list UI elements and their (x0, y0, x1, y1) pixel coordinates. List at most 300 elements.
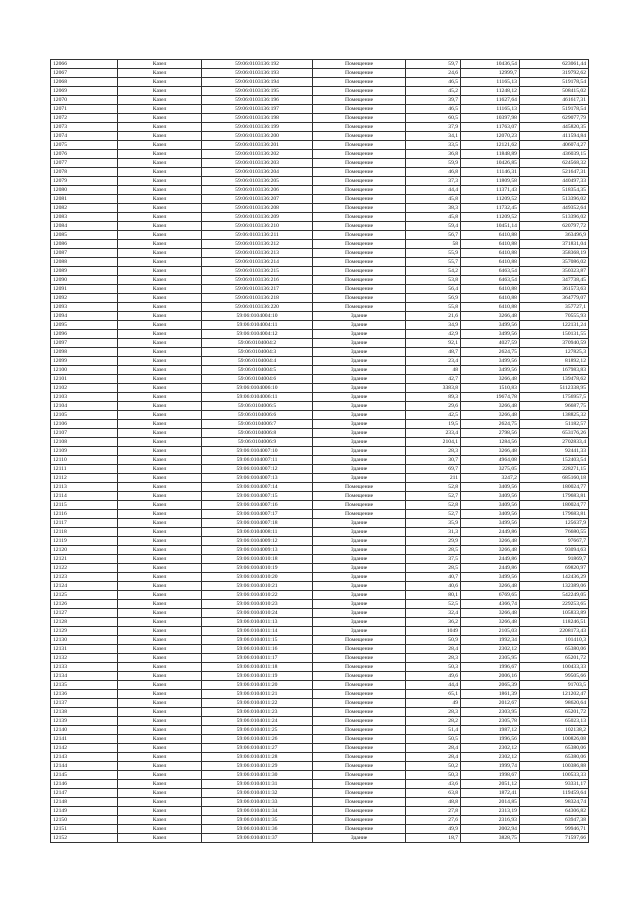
row-number-cell: 12125 (51, 591, 118, 600)
table-row (51, 672, 589, 681)
settlement-cell: Казел (117, 699, 201, 708)
settlement-cell: Казел (117, 195, 201, 204)
cadastral-number-cell: 59:06:0104008:11 (202, 528, 313, 537)
cadastral-number-cell: 59:06:0103136:204 (202, 168, 313, 177)
cadastral-value-cell: 620797,72 (519, 222, 588, 231)
unit-value-cell: 3266,48 (461, 402, 520, 411)
object-type-cell: Здание (312, 474, 405, 483)
property-table (50, 59, 589, 843)
cadastral-number-cell: 59:06:0104004:3 (202, 348, 313, 357)
row-number-cell: 12080 (51, 186, 118, 195)
object-type-cell: Помещение (312, 258, 405, 267)
unit-value-cell: 2305,95 (461, 654, 520, 663)
object-type-cell: Здание (312, 411, 405, 420)
table-row (51, 834, 589, 843)
cadastral-value-cell: 65201,72 (519, 708, 588, 717)
unit-value-cell: 1996,56 (461, 735, 520, 744)
table-row (51, 204, 589, 213)
area-cell: 45,2 (406, 87, 461, 96)
table-row (51, 60, 589, 69)
unit-value-cell: 4964,08 (461, 456, 520, 465)
area-cell: 28,3 (406, 654, 461, 663)
table-row (51, 771, 589, 780)
cadastral-value-cell: 98620,64 (519, 699, 588, 708)
settlement-cell: Казел (117, 438, 201, 447)
unit-value-cell: 3266,48 (461, 609, 520, 618)
row-number-cell: 12084 (51, 222, 118, 231)
settlement-cell: Казел (117, 735, 201, 744)
unit-value-cell: 6410,88 (461, 240, 520, 249)
cadastral-value-cell: 180024,77 (519, 501, 588, 510)
row-number-cell: 12097 (51, 339, 118, 348)
object-type-cell: Помещение (312, 87, 405, 96)
row-number-cell: 12127 (51, 609, 118, 618)
area-cell: 50,9 (406, 636, 461, 645)
unit-value-cell: 11848,89 (461, 150, 520, 159)
object-type-cell: Здание (312, 438, 405, 447)
table-row (51, 564, 589, 573)
unit-value-cell: 1999,74 (461, 762, 520, 771)
object-type-cell: Помещение (312, 78, 405, 87)
row-number-cell: 12123 (51, 573, 118, 582)
table-row (51, 303, 589, 312)
settlement-cell: Казел (117, 114, 201, 123)
unit-value-cell: 3266,48 (461, 537, 520, 546)
cadastral-value-cell: 361573,63 (519, 285, 588, 294)
cadastral-number-cell: 59:06:0104011:37 (202, 834, 313, 843)
cadastral-value-cell: 93094,63 (519, 546, 588, 555)
settlement-cell: Казел (117, 141, 201, 150)
cadastral-number-cell: 59:06:0104004:11 (202, 321, 313, 330)
object-type-cell: Помещение (312, 501, 405, 510)
area-cell: 233,4 (406, 429, 461, 438)
cadastral-value-cell: 358368,19 (519, 249, 588, 258)
cadastral-value-cell: 65201,72 (519, 654, 588, 663)
cadastral-number-cell: 59:06:0104007:10 (202, 447, 313, 456)
area-cell: 46,5 (406, 78, 461, 87)
area-cell: 55,9 (406, 249, 461, 258)
table-row (51, 105, 589, 114)
row-number-cell: 12107 (51, 429, 118, 438)
cadastral-number-cell: 59:06:0104004:6 (202, 375, 313, 384)
table-row (51, 465, 589, 474)
cadastral-number-cell: 59:06:0104011:30 (202, 771, 313, 780)
cadastral-number-cell: 59:06:0104007:12 (202, 465, 313, 474)
object-type-cell: Здание (312, 555, 405, 564)
table-row (51, 483, 589, 492)
area-cell: 2104,1 (406, 438, 461, 447)
cadastral-number-cell: 59:06:0103136:201 (202, 141, 313, 150)
object-type-cell: Здание (312, 456, 405, 465)
unit-value-cell: 3266,48 (461, 546, 520, 555)
table-row (51, 141, 589, 150)
cadastral-number-cell: 59:06:0104010:18 (202, 555, 313, 564)
settlement-cell: Казел (117, 366, 201, 375)
cadastral-number-cell: 59:06:0104011:28 (202, 753, 313, 762)
area-cell: 48,7 (406, 348, 461, 357)
object-type-cell: Здание (312, 465, 405, 474)
object-type-cell: Здание (312, 546, 405, 555)
settlement-cell: Казел (117, 294, 201, 303)
cadastral-value-cell: 132389,06 (519, 582, 588, 591)
cadastral-value-cell: 102138,2 (519, 726, 588, 735)
area-cell: 28,4 (406, 744, 461, 753)
object-type-cell: Здание (312, 600, 405, 609)
cadastral-value-cell: 179683,81 (519, 510, 588, 519)
settlement-cell: Казел (117, 537, 201, 546)
area-cell: 52,8 (406, 483, 461, 492)
table-row (51, 537, 589, 546)
unit-value-cell: 2624,75 (461, 420, 520, 429)
row-number-cell: 12092 (51, 294, 118, 303)
area-cell: 54,2 (406, 267, 461, 276)
object-type-cell: Помещение (312, 771, 405, 780)
cadastral-number-cell: 59:06:0103136:211 (202, 231, 313, 240)
cadastral-value-cell: 91703,5 (519, 681, 588, 690)
object-type-cell: Помещение (312, 105, 405, 114)
settlement-cell: Казел (117, 159, 201, 168)
row-number-cell: 12082 (51, 204, 118, 213)
area-cell: 46,8 (406, 168, 461, 177)
unit-value-cell: 3409,56 (461, 510, 520, 519)
cadastral-value-cell: 436039,15 (519, 150, 588, 159)
cadastral-number-cell: 59:06:0103136:206 (202, 186, 313, 195)
cadastral-value-cell: 98324,74 (519, 798, 588, 807)
unit-value-cell: 11763,07 (461, 123, 520, 132)
cadastral-value-cell: 411594,84 (519, 132, 588, 141)
unit-value-cell: 6410,88 (461, 303, 520, 312)
table-row (51, 150, 589, 159)
row-number-cell: 12118 (51, 528, 118, 537)
unit-value-cell: 10397,98 (461, 114, 520, 123)
unit-value-cell: 12070,23 (461, 132, 520, 141)
cadastral-number-cell: 59:06:0104007:11 (202, 456, 313, 465)
object-type-cell: Здание (312, 357, 405, 366)
cadastral-number-cell: 59:06:0104011:23 (202, 708, 313, 717)
settlement-cell: Казел (117, 132, 201, 141)
unit-value-cell: 19674,78 (461, 393, 520, 402)
unit-value-cell: 3247,2 (461, 474, 520, 483)
cadastral-value-cell: 122131,24 (519, 321, 588, 330)
row-number-cell: 12098 (51, 348, 118, 357)
unit-value-cell: 2449,86 (461, 564, 520, 573)
cadastral-value-cell: 513396,02 (519, 195, 588, 204)
cadastral-value-cell: 65380,06 (519, 753, 588, 762)
unit-value-cell: 3266,48 (461, 375, 520, 384)
unit-value-cell: 12121,62 (461, 141, 520, 150)
object-type-cell: Здание (312, 384, 405, 393)
settlement-cell: Казел (117, 753, 201, 762)
cadastral-number-cell: 59:06:0104010:19 (202, 564, 313, 573)
unit-value-cell: 2302,12 (461, 645, 520, 654)
object-type-cell: Здание (312, 609, 405, 618)
row-number-cell: 12086 (51, 240, 118, 249)
cadastral-value-cell: 65023,13 (519, 717, 588, 726)
cadastral-value-cell: 92441,33 (519, 447, 588, 456)
cadastral-number-cell: 59:06:0104010:20 (202, 573, 313, 582)
object-type-cell: Здание (312, 375, 405, 384)
row-number-cell: 12139 (51, 717, 118, 726)
unit-value-cell: 3499,56 (461, 357, 520, 366)
area-cell: 51,4 (406, 726, 461, 735)
unit-value-cell: 6463,54 (461, 276, 520, 285)
cadastral-number-cell: 59:06:0103136:217 (202, 285, 313, 294)
settlement-cell: Казел (117, 528, 201, 537)
cadastral-value-cell: 64306,82 (519, 807, 588, 816)
object-type-cell: Здание (312, 321, 405, 330)
table-row (51, 222, 589, 231)
object-type-cell: Здание (312, 402, 405, 411)
object-type-cell: Помещение (312, 285, 405, 294)
table-row (51, 645, 589, 654)
settlement-cell: Казел (117, 816, 201, 825)
row-number-cell: 12077 (51, 159, 118, 168)
table-row (51, 231, 589, 240)
table-row (51, 492, 589, 501)
row-number-cell: 12130 (51, 636, 118, 645)
object-type-cell: Помещение (312, 753, 405, 762)
settlement-cell: Казел (117, 618, 201, 627)
object-type-cell: Помещение (312, 60, 405, 69)
object-type-cell: Здание (312, 528, 405, 537)
cadastral-number-cell: 59:06:0104011:17 (202, 654, 313, 663)
table-row (51, 816, 589, 825)
area-cell: 50,5 (406, 735, 461, 744)
settlement-cell: Казел (117, 78, 201, 87)
settlement-cell: Казел (117, 636, 201, 645)
cadastral-value-cell: 624568,32 (519, 159, 588, 168)
cadastral-number-cell: 59:06:0104011:22 (202, 699, 313, 708)
row-number-cell: 12128 (51, 618, 118, 627)
row-number-cell: 12106 (51, 420, 118, 429)
unit-value-cell: 1996,67 (461, 663, 520, 672)
table-row (51, 690, 589, 699)
unit-value-cell: 3828,75 (461, 834, 520, 843)
area-cell: 211 (406, 474, 461, 483)
area-cell: 42,7 (406, 375, 461, 384)
row-number-cell: 12081 (51, 195, 118, 204)
table-row (51, 276, 589, 285)
table-row (51, 285, 589, 294)
object-type-cell: Помещение (312, 645, 405, 654)
area-cell: 42,5 (406, 411, 461, 420)
object-type-cell: Помещение (312, 168, 405, 177)
area-cell: 92,1 (406, 339, 461, 348)
unit-value-cell: 1987,12 (461, 726, 520, 735)
object-type-cell: Здание (312, 393, 405, 402)
settlement-cell: Казел (117, 96, 201, 105)
object-type-cell: Помещение (312, 708, 405, 717)
area-cell: 37,9 (406, 123, 461, 132)
table-row (51, 582, 589, 591)
cadastral-number-cell: 59:06:0103136:198 (202, 114, 313, 123)
unit-value-cell: 6769,65 (461, 591, 520, 600)
object-type-cell: Помещение (312, 654, 405, 663)
settlement-cell: Казел (117, 312, 201, 321)
settlement-cell: Казел (117, 105, 201, 114)
row-number-cell: 12144 (51, 762, 118, 771)
cadastral-number-cell: 59:06:0103136:213 (202, 249, 313, 258)
row-number-cell: 12135 (51, 681, 118, 690)
cadastral-number-cell: 59:06:0104006:9 (202, 438, 313, 447)
unit-value-cell: 11165,13 (461, 78, 520, 87)
cadastral-number-cell: 59:06:0104011:34 (202, 807, 313, 816)
cadastral-number-cell: 59:06:0103136:203 (202, 159, 313, 168)
unit-value-cell: 2316,93 (461, 816, 520, 825)
cadastral-number-cell: 59:06:0104011:20 (202, 681, 313, 690)
settlement-cell: Казел (117, 546, 201, 555)
cadastral-number-cell: 59:06:0104011:14 (202, 627, 313, 636)
area-cell: 18,7 (406, 834, 461, 843)
area-cell: 56,9 (406, 294, 461, 303)
settlement-cell: Казел (117, 825, 201, 834)
cadastral-value-cell: 629077,79 (519, 114, 588, 123)
settlement-cell: Казел (117, 798, 201, 807)
area-cell: 49 (406, 699, 461, 708)
unit-value-cell: 11809,58 (461, 177, 520, 186)
row-number-cell: 12150 (51, 816, 118, 825)
cadastral-value-cell: 150131,55 (519, 330, 588, 339)
table-row (51, 573, 589, 582)
table-row (51, 420, 589, 429)
object-type-cell: Помещение (312, 825, 405, 834)
area-cell: 35,9 (406, 519, 461, 528)
cadastral-number-cell: 59:06:0104011:19 (202, 672, 313, 681)
settlement-cell: Казел (117, 834, 201, 843)
cadastral-value-cell: 179683,81 (519, 492, 588, 501)
area-cell: 42,9 (406, 330, 461, 339)
table-row (51, 321, 589, 330)
object-type-cell: Помещение (312, 141, 405, 150)
row-number-cell: 12083 (51, 213, 118, 222)
area-cell: 40,7 (406, 573, 461, 582)
unit-value-cell: 2305,78 (461, 717, 520, 726)
table-row (51, 456, 589, 465)
area-cell: 40,6 (406, 582, 461, 591)
row-number-cell: 12117 (51, 519, 118, 528)
table-row (51, 762, 589, 771)
object-type-cell: Помещение (312, 114, 405, 123)
area-cell: 37,3 (406, 177, 461, 186)
unit-value-cell: 3409,56 (461, 492, 520, 501)
unit-value-cell: 2302,12 (461, 744, 520, 753)
cadastral-number-cell: 59:06:0104006:11 (202, 393, 313, 402)
area-cell: 52,7 (406, 510, 461, 519)
area-cell: 53,8 (406, 276, 461, 285)
area-cell: 52,8 (406, 501, 461, 510)
row-number-cell: 12152 (51, 834, 118, 843)
cadastral-value-cell: 542249,05 (519, 591, 588, 600)
cadastral-number-cell: 59:06:0104011:29 (202, 762, 313, 771)
table-row (51, 717, 589, 726)
row-number-cell: 12078 (51, 168, 118, 177)
area-cell: 48 (406, 366, 461, 375)
table-row (51, 357, 589, 366)
cadastral-value-cell: 508415,02 (519, 87, 588, 96)
area-cell: 38,3 (406, 204, 461, 213)
settlement-cell: Казел (117, 204, 201, 213)
cadastral-value-cell: 1756957,5 (519, 393, 588, 402)
unit-value-cell: 11627,64 (461, 96, 520, 105)
row-number-cell: 12072 (51, 114, 118, 123)
row-number-cell: 12085 (51, 231, 118, 240)
object-type-cell: Помещение (312, 159, 405, 168)
settlement-cell: Казел (117, 672, 201, 681)
object-type-cell: Помещение (312, 492, 405, 501)
table-row (51, 168, 589, 177)
settlement-cell: Казел (117, 339, 201, 348)
row-number-cell: 12104 (51, 402, 118, 411)
row-number-cell: 12116 (51, 510, 118, 519)
cadastral-value-cell: 623061,44 (519, 60, 588, 69)
cadastral-number-cell: 59:06:0104006:7 (202, 420, 313, 429)
table-row (51, 132, 589, 141)
settlement-cell: Казел (117, 150, 201, 159)
unit-value-cell: 3275,05 (461, 465, 520, 474)
area-cell: 29,9 (406, 537, 461, 546)
unit-value-cell: 2313,19 (461, 807, 520, 816)
row-number-cell: 12066 (51, 60, 118, 69)
table-row (51, 267, 589, 276)
unit-value-cell: 4027,59 (461, 339, 520, 348)
row-number-cell: 12067 (51, 69, 118, 78)
cadastral-value-cell: 2208173,43 (519, 627, 588, 636)
settlement-cell: Казел (117, 744, 201, 753)
object-type-cell: Помещение (312, 744, 405, 753)
table-row (51, 195, 589, 204)
cadastral-value-cell: 445820,35 (519, 123, 588, 132)
table-row (51, 339, 589, 348)
cadastral-value-cell: 513396,02 (519, 213, 588, 222)
object-type-cell: Помещение (312, 303, 405, 312)
area-cell: 59,7 (406, 60, 461, 69)
area-cell: 31,3 (406, 528, 461, 537)
cadastral-value-cell: 2702833,4 (519, 438, 588, 447)
unit-value-cell: 3266,48 (461, 312, 520, 321)
area-cell: 28,2 (406, 717, 461, 726)
table-row (51, 654, 589, 663)
cadastral-value-cell: 357727,1 (519, 303, 588, 312)
cadastral-value-cell: 81892,12 (519, 357, 588, 366)
area-cell: 50,2 (406, 762, 461, 771)
table-row (51, 735, 589, 744)
object-type-cell: Помещение (312, 177, 405, 186)
cadastral-value-cell: 319792,62 (519, 69, 588, 78)
area-cell: 43,6 (406, 780, 461, 789)
cadastral-number-cell: 59:06:0104011:13 (202, 618, 313, 627)
row-number-cell: 12146 (51, 780, 118, 789)
object-type-cell: Здание (312, 366, 405, 375)
row-number-cell: 12074 (51, 132, 118, 141)
row-number-cell: 12105 (51, 411, 118, 420)
cadastral-number-cell: 59:06:0103136:193 (202, 69, 313, 78)
cadastral-number-cell: 59:06:0104011:24 (202, 717, 313, 726)
area-cell: 34,9 (406, 321, 461, 330)
unit-value-cell: 11371,43 (461, 186, 520, 195)
table-row (51, 159, 589, 168)
row-number-cell: 12094 (51, 312, 118, 321)
settlement-cell: Казел (117, 69, 201, 78)
area-cell: 36,2 (406, 618, 461, 627)
unit-value-cell: 2303,95 (461, 708, 520, 717)
settlement-cell: Казел (117, 663, 201, 672)
cadastral-value-cell: 229253,65 (519, 600, 588, 609)
area-cell: 34,1 (406, 132, 461, 141)
cadastral-number-cell: 59:06:0103136:199 (202, 123, 313, 132)
unit-value-cell: 2449,86 (461, 528, 520, 537)
object-type-cell: Помещение (312, 690, 405, 699)
cadastral-value-cell: 70555,93 (519, 312, 588, 321)
